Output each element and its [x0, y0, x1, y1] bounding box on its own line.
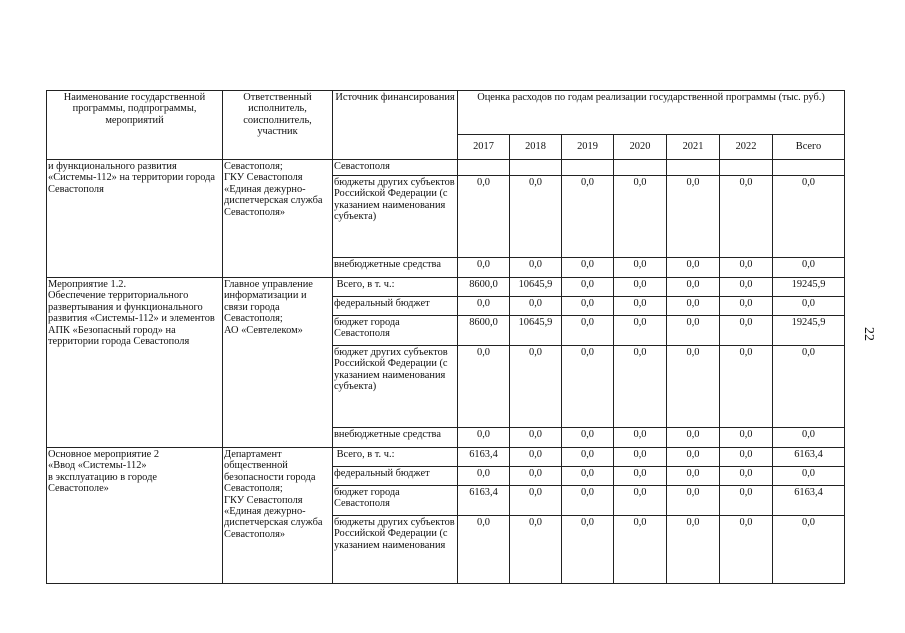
source-cell: бюджет города Севастополя: [333, 486, 458, 516]
year-value-cell: 0,0: [510, 486, 562, 516]
year-value-cell: 0,0: [667, 486, 720, 516]
total-value-cell: 0,0: [773, 297, 845, 316]
table-body: [47, 160, 845, 584]
year-value-cell: 0,0: [720, 516, 773, 584]
year-value-cell: 0,0: [720, 486, 773, 516]
responsible-cell: Севастополя; ГКУ Севастополя «Единая дежурно-диспетчерская служба Севастополя»: [223, 160, 333, 278]
year-value-cell: 0,0: [720, 346, 773, 428]
year-value-cell: 0,0: [562, 297, 614, 316]
year-value-cell: 0,0: [667, 346, 720, 428]
total-value-cell: 19245,9: [773, 278, 845, 297]
total-value-cell: 6163,4: [773, 486, 845, 516]
year-value-cell: 0,0: [562, 428, 614, 448]
year-value-cell: 10645,9: [510, 278, 562, 297]
year-value-cell: 0,0: [614, 176, 667, 258]
year-value-cell: 0,0: [458, 297, 510, 316]
year-value-cell: 0,0: [458, 467, 510, 486]
year-value-cell: 0,0: [510, 448, 562, 467]
financing-table: [46, 90, 845, 584]
year-value-cell: 0,0: [562, 278, 614, 297]
year-value-cell: 0,0: [614, 467, 667, 486]
year-value-cell: 0,0: [562, 346, 614, 428]
total-value-cell: 0,0: [773, 467, 845, 486]
year-value-cell: [562, 160, 614, 176]
year-value-cell: 0,0: [510, 516, 562, 584]
year-value-cell: 0,0: [458, 258, 510, 278]
year-value-cell: [720, 160, 773, 176]
year-value-cell: 0,0: [614, 278, 667, 297]
year-value-cell: 8600,0: [458, 278, 510, 297]
year-value-cell: 0,0: [720, 278, 773, 297]
header-source: Источник финансирования: [333, 91, 458, 160]
total-value-cell: 0,0: [773, 428, 845, 448]
year-value-cell: 0,0: [458, 428, 510, 448]
header-responsible: Ответственный исполнитель, соисполнитель, участник: [223, 91, 333, 160]
source-cell: Севастополя: [333, 160, 458, 176]
total-value-cell: 0,0: [773, 516, 845, 584]
table-header: [47, 91, 845, 160]
source-cell: бюджет других субъектов Российской Федерации (с указанием наименования субъекта): [333, 346, 458, 428]
total-value-cell: 0,0: [773, 346, 845, 428]
year-value-cell: 0,0: [720, 297, 773, 316]
total-value-cell: 6163,4: [773, 448, 845, 467]
total-value-cell: 19245,9: [773, 316, 845, 346]
header-year: Всего: [773, 135, 845, 160]
year-value-cell: 0,0: [667, 448, 720, 467]
table-row: [47, 160, 845, 176]
year-value-cell: 0,0: [562, 316, 614, 346]
responsible-cell: Главное управление информатизации и связи города Севастополя; АО «Севтелеком»: [223, 278, 333, 448]
source-cell: внебюджетные средства: [333, 258, 458, 278]
year-value-cell: 0,0: [562, 516, 614, 584]
year-value-cell: 0,0: [667, 278, 720, 297]
year-value-cell: 0,0: [720, 467, 773, 486]
year-value-cell: 0,0: [614, 428, 667, 448]
header-program-name: Наименование государственной программы, подпрограммы, мероприятий: [47, 91, 223, 160]
program-name-cell: Мероприятие 1.2. Обеспечение территориального развертывания и функционального развития «Системы-112» и элементов АПК «Безопасный город» на территории города Севастополя: [47, 278, 223, 448]
year-value-cell: 0,0: [720, 176, 773, 258]
year-value-cell: 0,0: [720, 428, 773, 448]
year-value-cell: 0,0: [510, 258, 562, 278]
source-cell: бюджеты других субъектов Российской Федерации (с указанием наименования: [333, 516, 458, 584]
year-value-cell: 0,0: [720, 258, 773, 278]
year-value-cell: 0,0: [720, 448, 773, 467]
year-value-cell: 8600,0: [458, 316, 510, 346]
header-year: 2017: [458, 135, 510, 160]
year-value-cell: 0,0: [458, 176, 510, 258]
source-cell: бюджеты других субъектов Российской Федерации (с указанием наименования субъекта): [333, 176, 458, 258]
year-value-cell: 0,0: [667, 176, 720, 258]
table-row: [47, 278, 845, 297]
header-year: 2019: [562, 135, 614, 160]
year-value-cell: 0,0: [667, 467, 720, 486]
total-value-cell: [773, 160, 845, 176]
year-value-cell: 0,0: [562, 486, 614, 516]
year-value-cell: 0,0: [614, 316, 667, 346]
source-cell: федеральный бюджет: [333, 297, 458, 316]
year-value-cell: 0,0: [458, 516, 510, 584]
year-value-cell: 0,0: [614, 486, 667, 516]
page-number: 22: [861, 327, 876, 341]
year-value-cell: 0,0: [614, 258, 667, 278]
header-year: 2020: [614, 135, 667, 160]
year-value-cell: 0,0: [510, 176, 562, 258]
year-value-cell: 0,0: [510, 467, 562, 486]
year-value-cell: 0,0: [614, 297, 667, 316]
responsible-cell: Департамент общественной безопасности города Севастополя; ГКУ Севастополя «Единая дежурно-диспетчерская служба Севастополя»: [223, 448, 333, 584]
year-value-cell: 0,0: [667, 258, 720, 278]
year-value-cell: 10645,9: [510, 316, 562, 346]
year-value-cell: 0,0: [458, 346, 510, 428]
program-name-cell: Основное мероприятие 2 «Ввод «Системы-112» в эксплуатацию в городе Севастополе»: [47, 448, 223, 584]
year-value-cell: 6163,4: [458, 448, 510, 467]
year-value-cell: 0,0: [667, 428, 720, 448]
year-value-cell: 0,0: [510, 297, 562, 316]
year-value-cell: 0,0: [510, 428, 562, 448]
total-value-cell: 0,0: [773, 176, 845, 258]
year-value-cell: [458, 160, 510, 176]
source-cell: Всего, в т. ч.:: [333, 448, 458, 467]
table-row: [47, 448, 845, 467]
year-value-cell: 0,0: [510, 346, 562, 428]
year-value-cell: 0,0: [614, 448, 667, 467]
header-year: 2021: [667, 135, 720, 160]
program-name-cell: и функционального развития «Системы-112» на территории города Севастополя: [47, 160, 223, 278]
year-value-cell: 0,0: [614, 516, 667, 584]
header-estimate: Оценка расходов по годам реализации государственной программы (тыс. руб.): [458, 91, 845, 135]
year-value-cell: [614, 160, 667, 176]
total-value-cell: 0,0: [773, 258, 845, 278]
year-value-cell: 0,0: [562, 258, 614, 278]
year-value-cell: [667, 160, 720, 176]
source-cell: внебюджетные средства: [333, 428, 458, 448]
header-year: 2022: [720, 135, 773, 160]
year-value-cell: 0,0: [667, 516, 720, 584]
year-value-cell: 0,0: [562, 448, 614, 467]
source-cell: федеральный бюджет: [333, 467, 458, 486]
year-value-cell: 0,0: [562, 176, 614, 258]
year-value-cell: 0,0: [667, 297, 720, 316]
source-cell: Всего, в т. ч.:: [333, 278, 458, 297]
year-value-cell: 6163,4: [458, 486, 510, 516]
year-value-cell: 0,0: [667, 316, 720, 346]
source-cell: бюджет города Севастополя: [333, 316, 458, 346]
header-year: 2018: [510, 135, 562, 160]
year-value-cell: 0,0: [614, 346, 667, 428]
year-value-cell: 0,0: [720, 316, 773, 346]
year-value-cell: [510, 160, 562, 176]
year-value-cell: 0,0: [562, 467, 614, 486]
